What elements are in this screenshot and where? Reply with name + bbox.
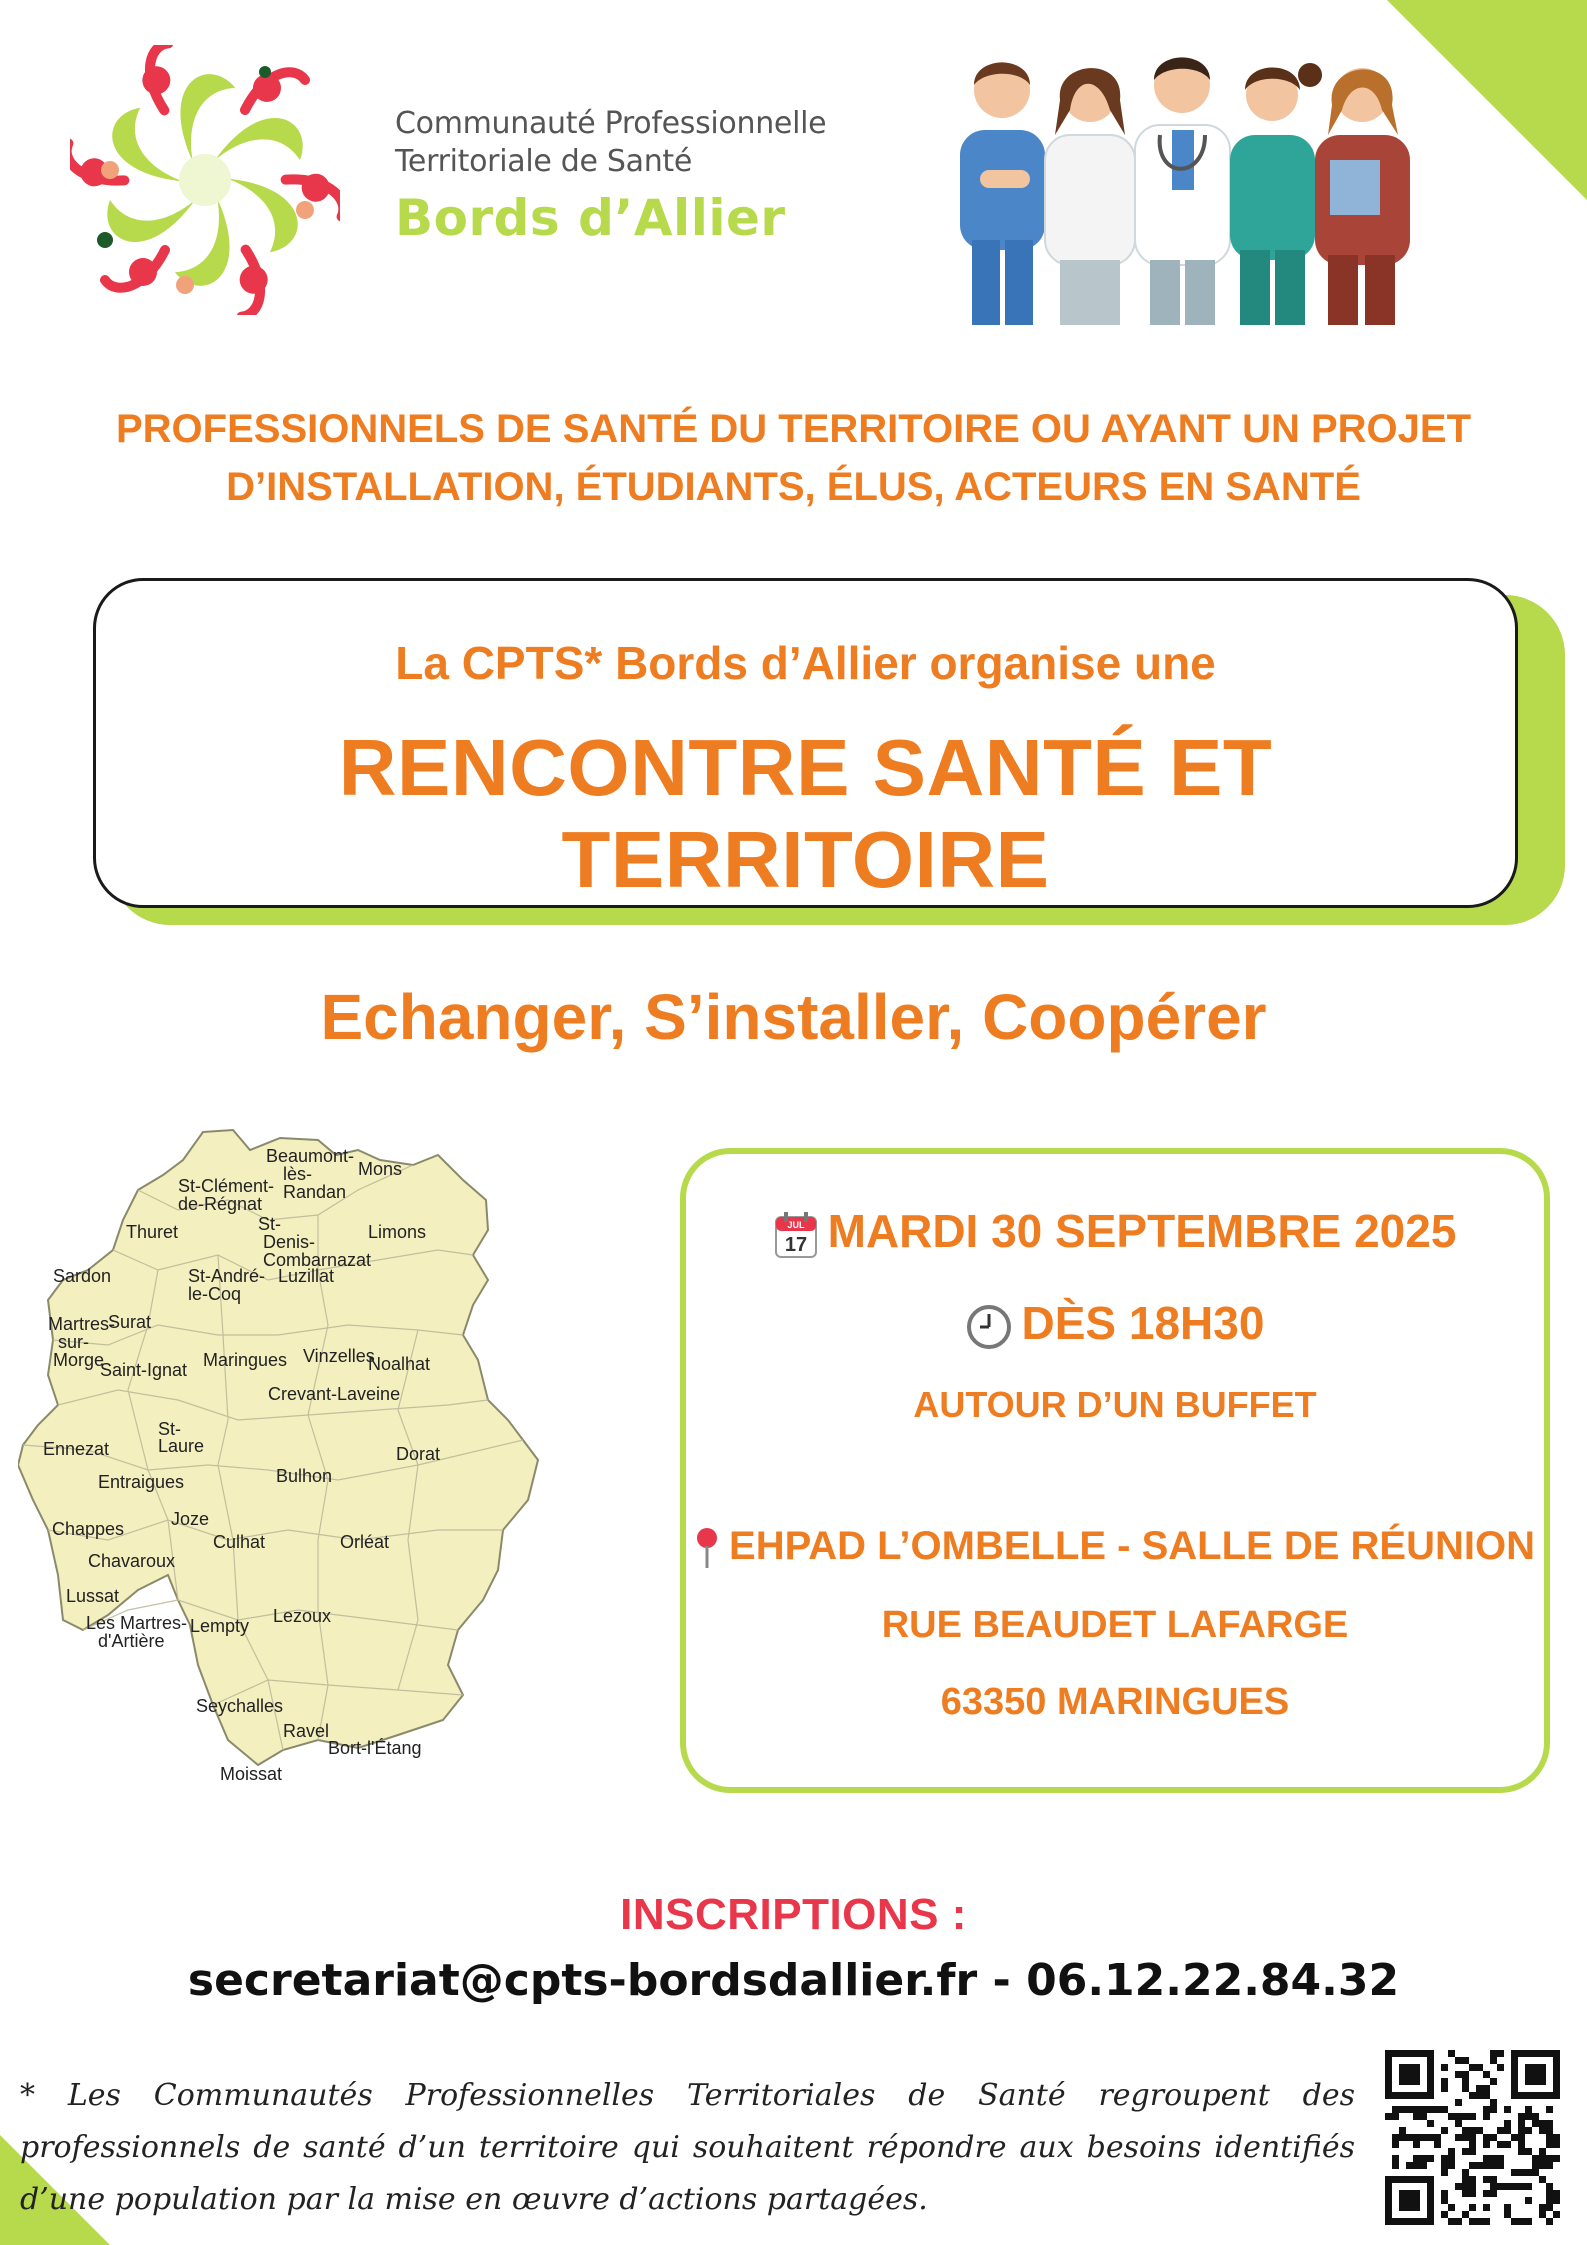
map-commune-label: Saint-Ignat — [100, 1360, 188, 1380]
target-audience — [40, 400, 1547, 516]
map-commune-label: Crevant-Laveine — [268, 1384, 401, 1404]
map-commune-label: Mons — [358, 1159, 403, 1179]
map-commune-label: de-Régnat — [178, 1194, 263, 1214]
org-name-line2: Territoriale de Santé — [395, 144, 693, 179]
footnote-cpts-definition: * Les Communautés Professionnelles Territoriales de Santé regroupent des professionnels de santé d’un territoire qui souhaitent répondre aux besoins identifiés d’une population par la mise en œuvre d’actions partagées. — [20, 2078, 1355, 2217]
map-commune-label: Martres- — [48, 1314, 115, 1334]
map-commune-label: Laure — [158, 1436, 205, 1456]
map-commune-label: Thuret — [126, 1222, 179, 1242]
map-commune-label: lès- — [283, 1164, 313, 1184]
map-commune-label: Ravel — [283, 1721, 330, 1741]
map-commune-label: Moissat — [220, 1764, 283, 1784]
map-commune-label: Vinzelles — [303, 1346, 375, 1366]
map-commune-label: Joze — [171, 1509, 210, 1529]
map-commune-label: Ennezat — [43, 1439, 110, 1459]
map-commune-label: Entraigues — [98, 1472, 185, 1492]
map-commune-label: Luzillat — [278, 1266, 335, 1286]
clock-icon — [966, 1304, 1012, 1350]
announce-title: RENCONTRE SANTÉ ET TERRITOIRE — [338, 723, 1273, 904]
map-commune-label: Combarnazat — [263, 1250, 372, 1270]
event-details-box — [680, 1148, 1550, 1793]
map-commune-label: Limons — [368, 1222, 427, 1242]
territory-map — [18, 1120, 668, 1840]
signup-contact[interactable]: secretariat@cpts-bordsdallier.fr - 06.12.22.84.32 — [187, 1955, 1400, 2006]
calendar-day: 17 — [784, 1233, 807, 1256]
event-place-row — [686, 1524, 1544, 1570]
cpts-logo-icon — [70, 45, 340, 315]
map-commune-label: Sardon — [53, 1266, 112, 1286]
map-commune-label: le-Coq — [188, 1284, 242, 1304]
map-commune-label: Lussat — [66, 1586, 120, 1606]
org-name-main: Bords d’Allier — [395, 189, 786, 247]
announce-subtitle: La CPTS* Bords d’Allier organise une — [395, 637, 1216, 689]
map-commune-label: Les Martres- — [86, 1613, 188, 1633]
map-commune-label: Denis- — [263, 1232, 316, 1252]
map-commune-label: Morge — [53, 1350, 105, 1370]
map-commune-label: St-Clément- — [178, 1176, 275, 1196]
qr-code-icon[interactable] — [1385, 2050, 1560, 2225]
event-city: 63350 MARINGUES — [940, 1681, 1290, 1723]
map-commune-label: Orléat — [340, 1532, 390, 1552]
event-buffet: AUTOUR D’UN BUFFET — [913, 1384, 1317, 1425]
audience-line1: PROFESSIONNELS DE SANTÉ DU TERRITOIRE OU AYANT UN PROJET — [115, 407, 1472, 451]
map-commune-label: Randan — [283, 1182, 347, 1202]
map-commune-label: Bort-l'Étang — [328, 1738, 422, 1758]
map-commune-label: Lempty — [190, 1616, 250, 1636]
map-commune-label: Chavaroux — [88, 1551, 176, 1571]
calendar-icon — [774, 1211, 818, 1259]
event-time: DÈS 18H30 — [1021, 1297, 1265, 1349]
map-commune-label: Seychalles — [196, 1696, 284, 1716]
tagline: Echanger, S’installer, Coopérer — [320, 981, 1267, 1053]
map-commune-label: Noalhat — [368, 1354, 431, 1374]
event-place: EHPAD L’OMBELLE - SALLE DE RÉUNION — [729, 1524, 1535, 1568]
location-pin-icon — [695, 1526, 719, 1570]
announce-box — [93, 578, 1518, 908]
map-commune-label: Lezoux — [273, 1606, 332, 1626]
org-name-line1: Communauté Professionnelle — [395, 106, 827, 141]
signup-label: INSCRIPTIONS : — [620, 1890, 967, 1939]
calendar-month: JUL — [787, 1219, 805, 1230]
map-commune-label: St- — [258, 1214, 282, 1234]
audience-line2: D’INSTALLATION, ÉTUDIANTS, ÉLUS, ACTEURS EN SANTÉ — [226, 465, 1361, 509]
map-commune-label: Dorat — [396, 1444, 441, 1464]
map-commune-label: Culhat — [213, 1532, 266, 1552]
map-commune-label: St-André- — [188, 1266, 266, 1286]
organisation-name-block — [395, 105, 855, 247]
map-commune-label: Surat — [108, 1312, 152, 1332]
map-commune-label: d'Artière — [98, 1631, 165, 1651]
map-commune-label: sur- — [58, 1332, 89, 1352]
map-commune-label: St- — [158, 1419, 182, 1439]
map-commune-label: Maringues — [203, 1350, 288, 1370]
event-date: MARDI 30 SEPTEMBRE 2025 — [827, 1205, 1457, 1257]
event-date-row — [686, 1204, 1544, 1259]
health-professionals-illustration-icon — [950, 40, 1420, 330]
map-commune-label: Chappes — [52, 1519, 125, 1539]
event-street: RUE BEAUDET LAFARGE — [881, 1604, 1349, 1646]
event-time-row — [686, 1296, 1544, 1350]
map-commune-label: Beaumont- — [266, 1146, 355, 1166]
map-commune-label: Bulhon — [276, 1466, 333, 1486]
